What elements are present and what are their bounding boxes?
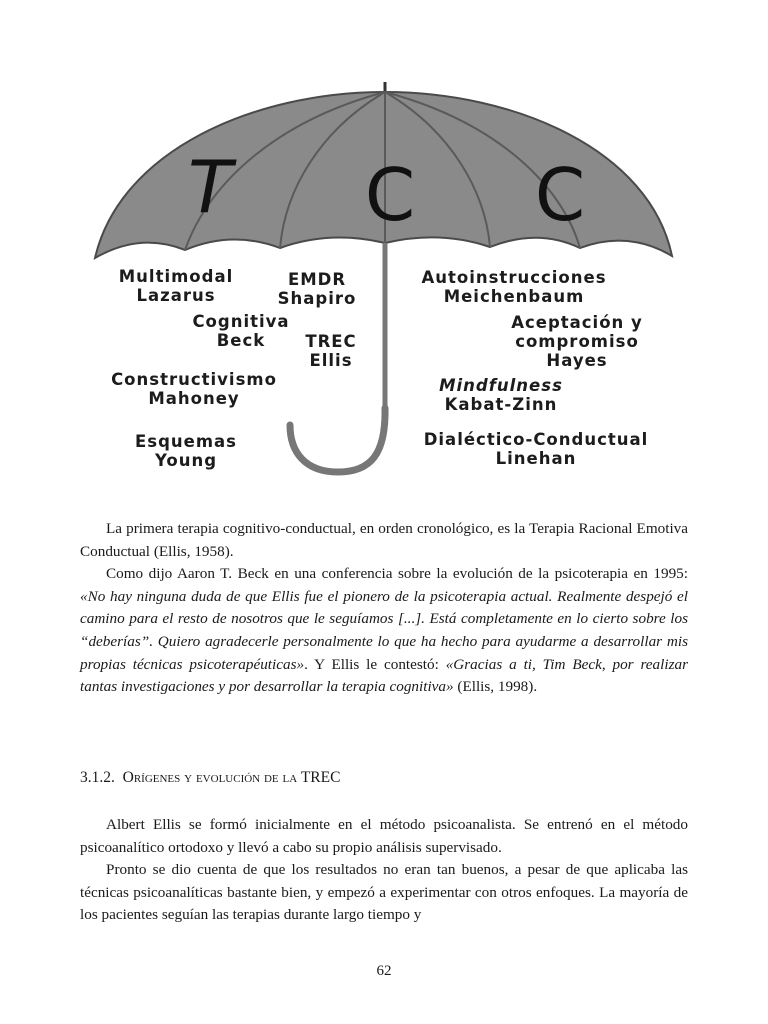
paragraph-2-citation: (Ellis, 1998).: [453, 678, 538, 696]
label-esquemas: Esquemas Young: [135, 432, 237, 470]
heading-trec: TREC: [300, 769, 341, 786]
ellis-quote: «Gracias a ti, Tim Beck, por realizar tantas investigaciones y por desarrollar la terapia cognitiva»: [80, 655, 688, 696]
paragraph-3: Albert Ellis se formó inicialmente en el método psicoanalista. Se entrenó en el método psicoanalítico ortodoxo y llevó a cabo su propio análisis supervisado.: [80, 816, 688, 856]
body-text-top: [80, 518, 688, 699]
paragraph-2: [80, 563, 688, 699]
tcc-umbrella-figure: [80, 80, 688, 500]
heading-title: Orígenes y evolución de la: [122, 769, 298, 786]
label-trec: TREC Ellis: [305, 332, 357, 370]
label-emdr: EMDR Shapiro: [277, 270, 357, 308]
paragraph-2-mid: . Y Ellis le contestó:: [304, 655, 446, 673]
paragraph-4: Pronto se dio cuenta de que los resultados no eran tan buenos, a pesar de que aplicaba las técnicas psicoanalíticas bastante bien, y empezó a experimentar con otros enfoques. La mayoría de los pacientes seguían las terapias durante largo tiempo y: [80, 861, 688, 924]
umbrella-letter-c2: C: [534, 153, 586, 237]
mindfulness-title: Mindfulness: [439, 376, 563, 395]
label-mindfulness: [428, 376, 574, 414]
label-dialectico: Dialéctico-Conductual Linehan: [423, 430, 649, 468]
paragraph-2-intro: Como dijo Aaron T. Beck en una conferencia sobre la evolución de la psicoterapia en 1995:: [106, 565, 688, 583]
umbrella-letter-c1: C: [364, 153, 416, 237]
label-multimodal: Multimodal Lazarus: [118, 267, 234, 305]
section-heading: [80, 767, 688, 789]
label-autoinstrucciones: Autoinstrucciones Meichenbaum: [421, 268, 607, 306]
umbrella-letter-t: T: [188, 145, 232, 229]
mindfulness-author: Kabat-Zinn: [444, 395, 558, 414]
paragraph-1: La primera terapia cognitivo-conductual, en orden cronológico, es la Terapia Racional Emotiva Conductual (Ellis, 1958).: [80, 520, 688, 560]
page-number: 62: [376, 963, 392, 979]
beck-quote: «No hay ninguna duda de que Ellis fue el pionero de la psicoterapia actual. Realmente despejó el camino para el resto de nosotros que le seguíamos [...]. Está completamente en lo cierto sobre los “deberías”. Quiero agradecerle personalmente lo que ha hecho para ayudarme a desarrollar mis propias técnicas psicoterapéuticas»: [80, 587, 688, 673]
label-constructivismo: Constructivismo Mahoney: [111, 370, 277, 408]
umbrella-handle: [290, 408, 385, 472]
body-text-bottom: [80, 814, 688, 927]
heading-number: 3.1.2.: [80, 769, 115, 786]
label-aceptacion: Aceptación y compromiso Hayes: [511, 313, 643, 370]
label-cognitiva: Cognitiva Beck: [192, 312, 290, 350]
